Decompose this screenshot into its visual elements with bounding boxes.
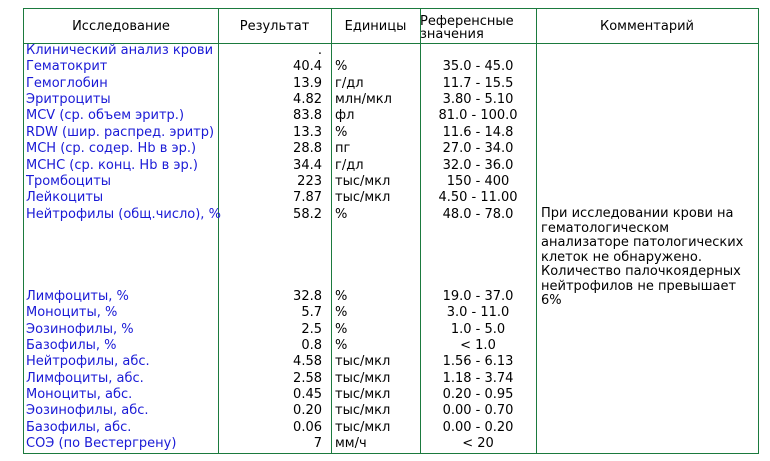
row-result: 34.4	[293, 158, 322, 173]
row-reference: 1.0 - 5.0	[450, 322, 506, 337]
header-reference	[420, 9, 536, 43]
row-result: .	[317, 43, 322, 58]
row-name: СОЭ (по Вестергрену)	[26, 436, 177, 451]
row-name: Гематокрит	[26, 59, 108, 74]
header-reference-line1: Референсные	[420, 13, 514, 29]
row-name: Тромбоциты	[26, 174, 112, 189]
header-units: Единицы	[344, 18, 407, 34]
row-result: 28.8	[293, 141, 322, 156]
row-name: Нейтрофилы, абс.	[26, 354, 150, 369]
row-name: MCH (ср. содер. Hb в эр.)	[26, 141, 197, 156]
row-unit: %	[335, 322, 348, 337]
table-row	[24, 174, 758, 190]
row-unit: тыс/мкл	[335, 387, 391, 402]
row-reference: 32.0 - 36.0	[442, 158, 514, 173]
table-row	[24, 354, 758, 370]
row-result: 13.3	[293, 125, 322, 140]
row-unit: %	[335, 338, 348, 353]
row-result: 0.06	[293, 420, 322, 435]
header-comment: Комментарий	[600, 18, 694, 34]
row-name: Моноциты, абс.	[26, 387, 133, 402]
table-row	[24, 371, 758, 387]
row-unit: тыс/мкл	[335, 190, 391, 205]
table-row	[24, 436, 758, 452]
row-unit: %	[335, 289, 348, 304]
row-name: Лимфоциты, %	[26, 289, 129, 304]
row-name: Базофилы, %	[26, 338, 117, 353]
header-reference-line2: значения	[420, 26, 484, 42]
row-result: 0.20	[293, 403, 322, 418]
row-result: 58.2	[293, 207, 322, 222]
row-result: 2.5	[301, 322, 322, 337]
row-reference: 150 - 400	[446, 174, 510, 189]
row-name: Базофилы, абс.	[26, 420, 132, 435]
row-result: 5.7	[301, 305, 322, 320]
row-reference: 11.7 - 15.5	[442, 76, 514, 91]
row-unit: мм/ч	[335, 436, 367, 451]
row-unit: пг	[335, 141, 351, 156]
row-result: 0.45	[293, 387, 322, 402]
row-unit: г/дл	[335, 158, 364, 173]
row-unit: %	[335, 305, 348, 320]
row-reference: 0.00 - 0.70	[442, 403, 514, 418]
row-result: 2.58	[293, 371, 322, 386]
row-reference: 1.56 - 6.13	[442, 354, 514, 369]
row-reference: 3.0 - 11.0	[446, 305, 510, 320]
row-unit: млн/мкл	[335, 92, 392, 107]
row-result: 83.8	[293, 108, 322, 123]
row-unit: г/дл	[335, 76, 364, 91]
row-reference: 1.18 - 3.74	[442, 371, 514, 386]
row-reference: 11.6 - 14.8	[442, 125, 514, 140]
header-test: Исследование	[72, 18, 170, 34]
row-name: МСНС (ср. конц. Hb в эр.)	[26, 158, 198, 173]
row-result: 13.9	[293, 76, 322, 91]
row-result: 4.82	[293, 92, 322, 107]
row-name: Лимфоциты, абс.	[26, 371, 144, 386]
table-header	[24, 9, 758, 44]
table-row	[24, 387, 758, 403]
row-unit: фл	[335, 108, 355, 123]
row-result: 223	[297, 174, 322, 189]
row-name: Клинический анализ крови	[26, 43, 214, 58]
table-row	[24, 108, 758, 124]
table-row	[24, 338, 758, 354]
table-row	[24, 59, 758, 75]
row-result: 32.8	[293, 289, 322, 304]
table-row	[24, 92, 758, 108]
comment-text: При исследовании крови на гематологическом анализаторе патологических клеток не обнаружено. Количество палочкоядерных нейтрофилов не превышает 6%	[541, 206, 744, 308]
row-unit: тыс/мкл	[335, 403, 391, 418]
row-name: RDW (шир. распред. эритр)	[26, 125, 215, 140]
row-name: Эритроциты	[26, 92, 111, 107]
row-reference: 19.0 - 37.0	[442, 289, 514, 304]
table-row	[24, 125, 758, 141]
results-table	[23, 8, 759, 454]
row-name: Нейтрофилы (общ.число), %	[26, 207, 221, 222]
row-unit: %	[335, 207, 348, 222]
table-row	[24, 43, 758, 59]
row-reference: 27.0 - 34.0	[442, 141, 514, 156]
table-row	[24, 403, 758, 419]
table-row	[24, 158, 758, 174]
row-reference: < 20	[462, 436, 494, 451]
row-name: Эозинофилы, %	[26, 322, 134, 337]
row-result: 7	[313, 436, 322, 451]
row-name: MCV (ср. объем эритр.)	[26, 108, 185, 123]
row-result: 0.8	[301, 338, 322, 353]
row-result: 7.87	[293, 190, 322, 205]
row-name: Лейкоциты	[26, 190, 104, 205]
row-reference: 81.0 - 100.0	[438, 108, 518, 123]
row-unit: %	[335, 125, 348, 140]
row-unit: тыс/мкл	[335, 371, 391, 386]
row-result: 4.58	[293, 354, 322, 369]
row-unit: тыс/мкл	[335, 174, 391, 189]
table-row	[24, 190, 758, 206]
row-result: 40.4	[293, 59, 322, 74]
row-reference: 4.50 - 11.00	[438, 190, 518, 205]
row-name: Эозинофилы, абс.	[26, 403, 149, 418]
row-unit: тыс/мкл	[335, 420, 391, 435]
row-reference: 3.80 - 5.10	[442, 92, 514, 107]
row-reference: < 1.0	[460, 338, 496, 353]
row-unit: тыс/мкл	[335, 354, 391, 369]
row-name: Моноциты, %	[26, 305, 118, 320]
table-row	[24, 76, 758, 92]
row-name: Гемоглобин	[26, 76, 108, 91]
table-row	[24, 141, 758, 157]
row-reference: 35.0 - 45.0	[442, 59, 514, 74]
row-reference: 0.00 - 0.20	[442, 420, 514, 435]
row-reference: 48.0 - 78.0	[442, 207, 514, 222]
table-row	[24, 322, 758, 338]
header-result: Результат	[239, 18, 310, 34]
row-reference: 0.20 - 0.95	[442, 387, 514, 402]
table-row	[24, 420, 758, 436]
row-unit: %	[335, 59, 348, 74]
